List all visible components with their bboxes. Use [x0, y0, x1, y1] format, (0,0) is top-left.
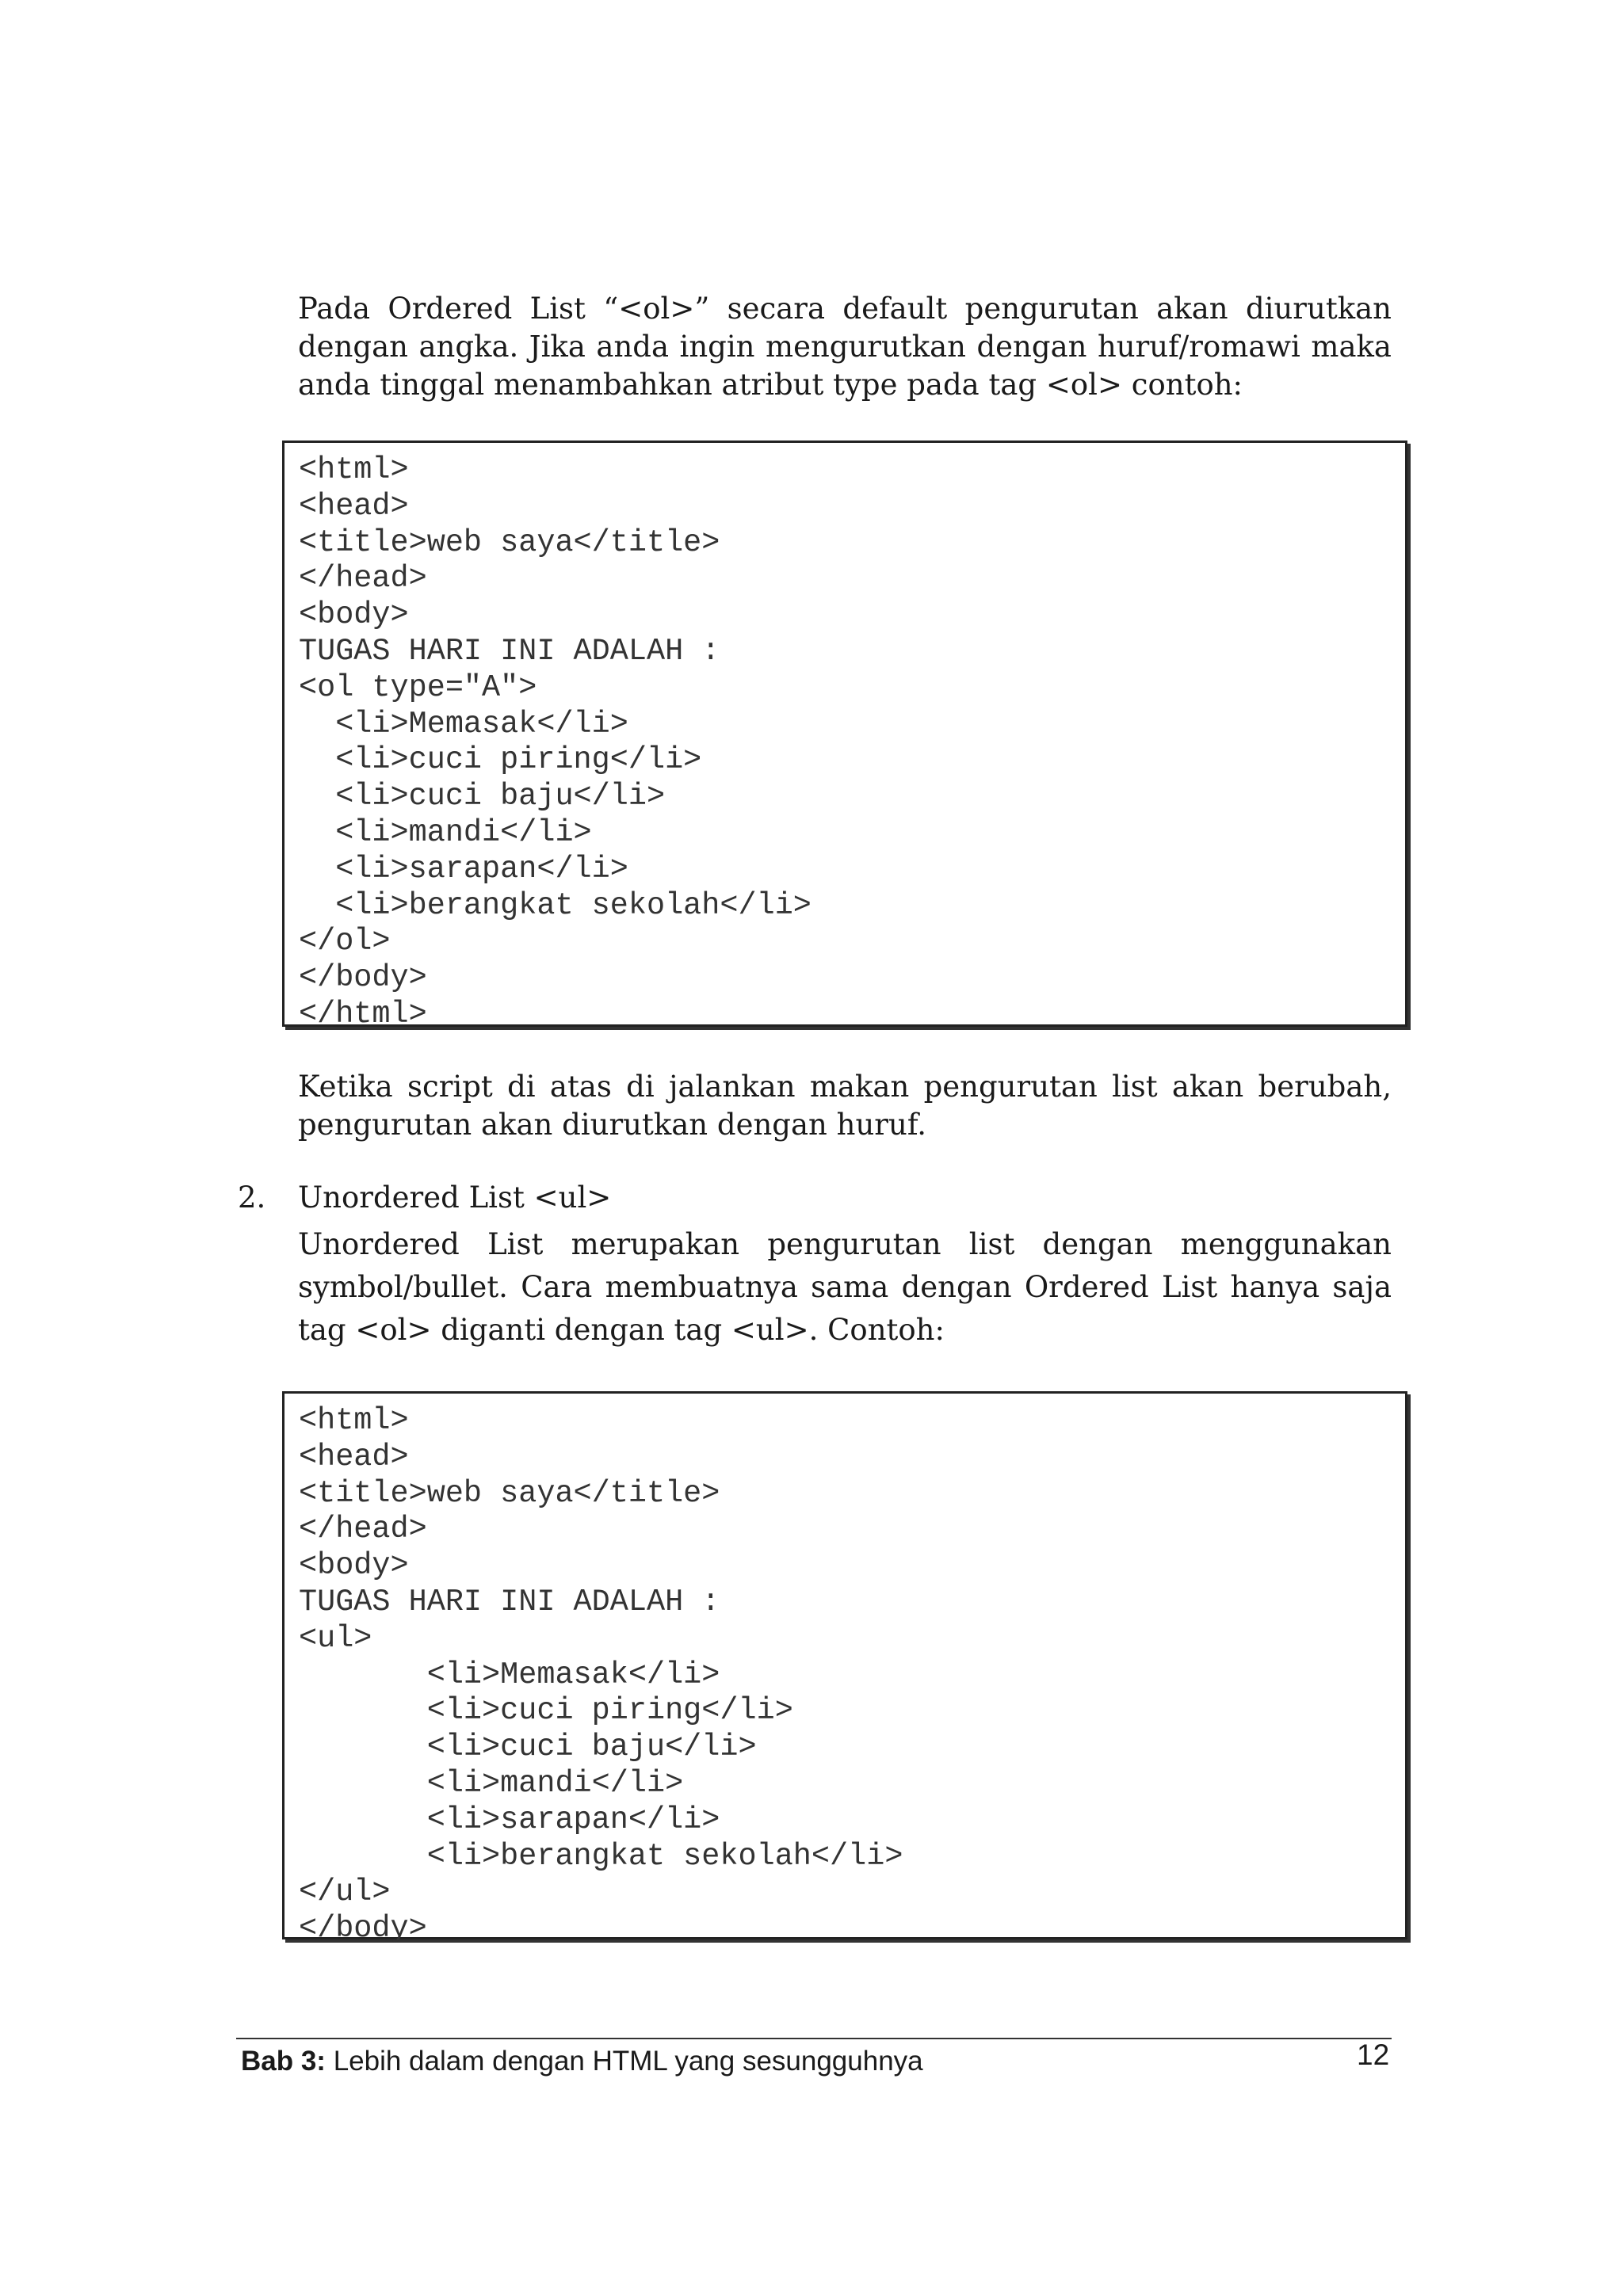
code-line: <li>mandi</li> [299, 814, 592, 850]
code-line: <title>web saya</title> [299, 1475, 720, 1511]
code-line: </head> [299, 561, 427, 597]
unordered-list-paragraph: Unordered List merupakan pengurutan list dengan menggunakan symbol/bullet. Cara membuatnya sama dengan Ordered List hanya saja tag <ol> diganti dengan tag <ul>. Contoh: [298, 1227, 1392, 1347]
code-line: <li>Memasak</li> [299, 706, 628, 742]
code-line: <li>Memasak</li> [299, 1657, 720, 1692]
code-line: <head> [299, 1439, 409, 1474]
code-line: <head> [299, 488, 409, 524]
code-line: <body> [299, 1548, 409, 1584]
code-line: <li>cuci piring</li> [299, 742, 702, 778]
code-line: <li>berangkat sekolah</li> [299, 1838, 903, 1874]
footer-chapter-title: Lebih dalam dengan HTML yang sesungguhnya [325, 2046, 923, 2077]
code-line: </body> [299, 1911, 427, 1947]
list-item-title: Unordered List <ul> [298, 1180, 612, 1215]
code-line: <html> [299, 452, 409, 487]
code-line: <li>berangkat sekolah</li> [299, 887, 812, 923]
code-block-ordered-list [282, 441, 1407, 1032]
code-line: </html> [299, 996, 427, 1032]
code-line: </head> [299, 1512, 427, 1547]
code-line: <ol type="A"> [299, 669, 537, 705]
footer-chapter-label: Bab 3: [241, 2046, 326, 2077]
list-item-number: 2. [238, 1180, 266, 1215]
code-block-unordered-list [282, 1391, 1407, 1947]
code-line: </body> [299, 960, 427, 996]
code-line: <ul> [299, 1620, 372, 1656]
code-line: <li>cuci baju</li> [299, 1730, 757, 1765]
code-line: <li>sarapan</li> [299, 851, 628, 887]
code-line: <body> [299, 597, 409, 633]
code-line: <li>cuci baju</li> [299, 779, 666, 814]
code-line: <title>web saya</title> [299, 524, 720, 560]
code-line: TUGAS HARI INI ADALAH : [299, 633, 720, 669]
code-line: TUGAS HARI INI ADALAH : [299, 1584, 720, 1619]
code-line: </ul> [299, 1875, 391, 1910]
code-line: <li>cuci piring</li> [299, 1693, 793, 1729]
result-paragraph: Ketika script di atas di jalankan makan pengurutan list akan berubah, pengurutan akan diurutkan dengan huruf. [298, 1070, 1392, 1142]
code-line: </ol> [299, 924, 391, 959]
footer-divider [236, 2038, 1392, 2039]
page-number: 12 [1357, 2039, 1390, 2071]
code-line: <li>mandi</li> [299, 1765, 684, 1801]
footer-chapter [241, 2044, 923, 2079]
intro-paragraph: Pada Ordered List “<ol>” secara default pengurutan akan diurutkan dengan angka. Jika anda ingin mengurutkan dengan huruf/romawi maka anda tinggal menambahkan atribut type pada tag <ol> contoh: [298, 292, 1392, 402]
code-line: <html> [299, 1403, 409, 1438]
code-line: <li>sarapan</li> [299, 1802, 720, 1837]
